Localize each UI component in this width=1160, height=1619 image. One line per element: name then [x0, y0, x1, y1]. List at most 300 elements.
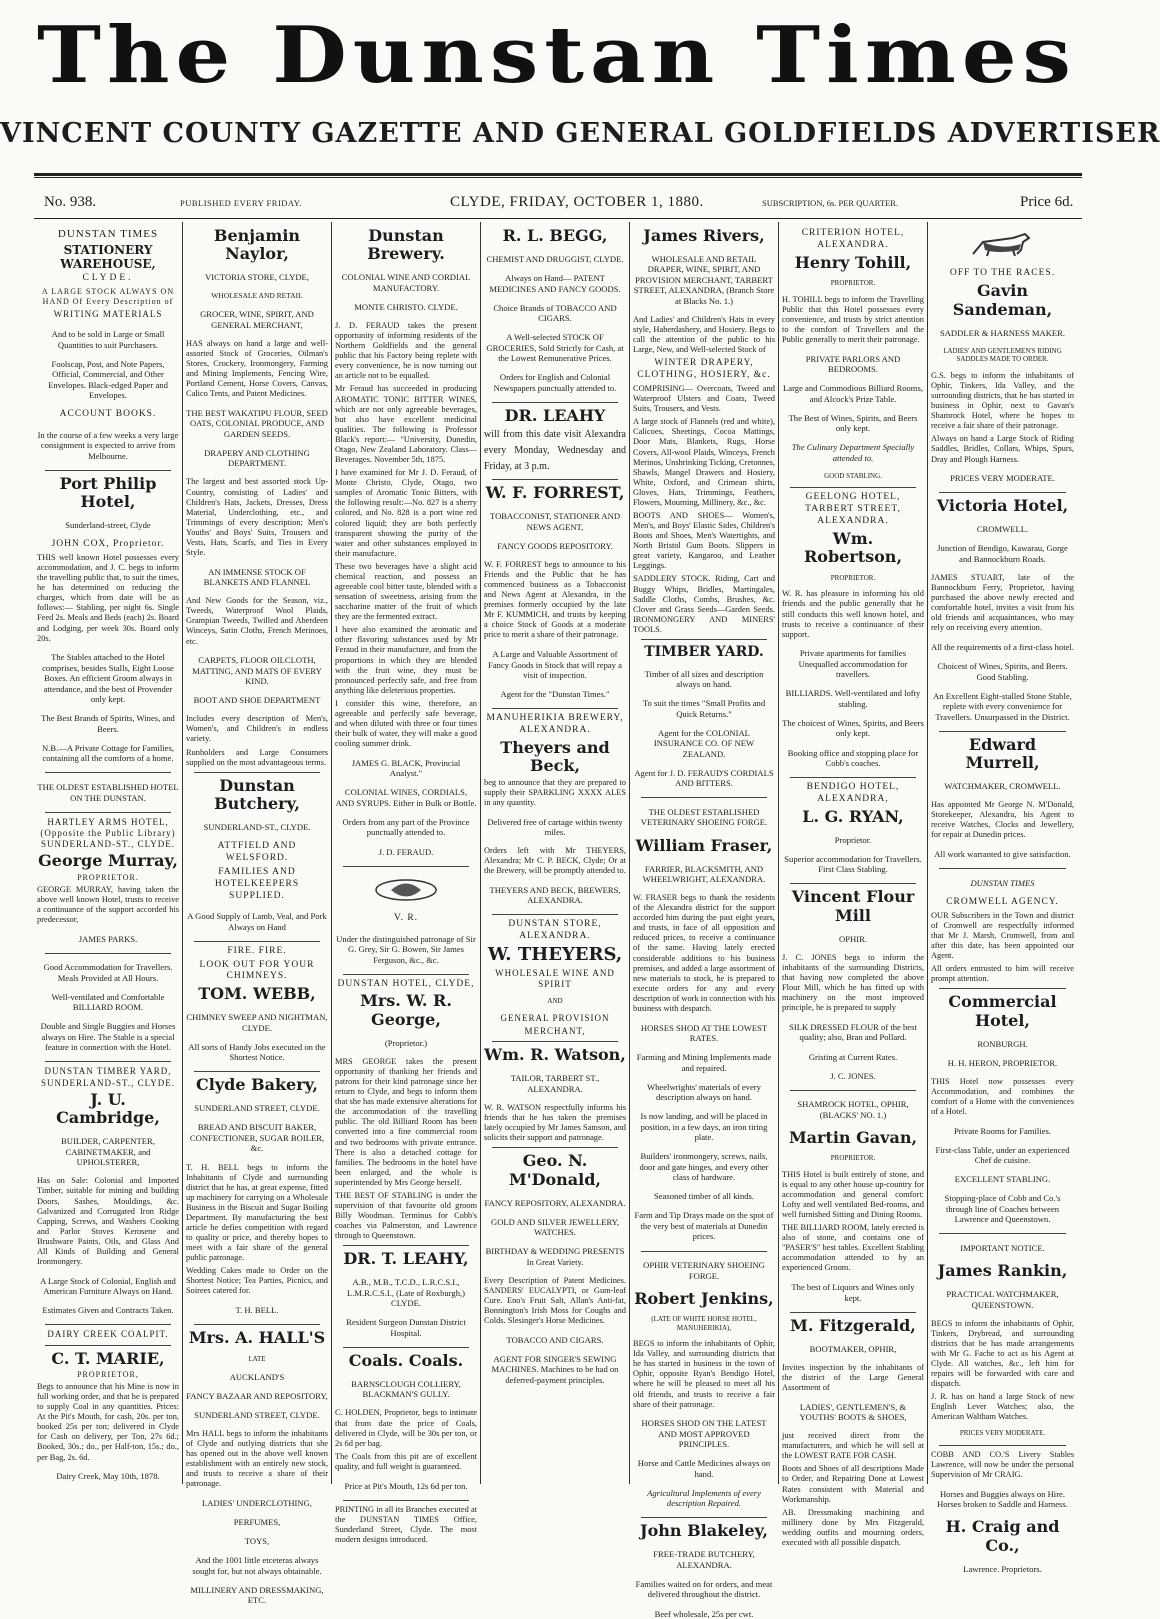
ad-text: I consider this wine, therefore, an agreeable and perfectly safe beverage, and when diluted with three or four times their bulk of water, they will make a good cooling summer drink. [335, 698, 477, 749]
ad-name: Henry Tohill, [794, 252, 912, 272]
ad-heading: SHAMROCK HOTEL, OPHIR, (BLACKS' NO. 1.) [797, 1099, 909, 1120]
ad-title: Port Philip Hotel, [59, 473, 157, 512]
divider [194, 772, 320, 773]
ad-text: J. C. JONES. [830, 1070, 876, 1081]
ad-text: The Best of Wines, Spirits, and Beers only kept. [788, 412, 918, 434]
ad-printing [335, 1505, 477, 1545]
ad-text: And New Goods for the Season, viz., Tweeds, Waterproof Wool Plaids, Grampian Tweeds, Twilled and Aberdeen Winceys, Satin Cloths, French Merinoes, etc. [186, 596, 328, 646]
ad-heading: OPHIR VETERINARY SHOEING FORGE. [643, 1260, 765, 1281]
ad-text: CHEMIST AND DRUGGIST, CLYDE. [486, 253, 624, 264]
ad-text: In the course of a few weeks a very large consignment is expected to arrive from Melbourne. [37, 429, 179, 461]
divider [790, 487, 916, 488]
ad-place: VICTORIA STORE, CLYDE, [205, 272, 309, 283]
ad-text: N.B.—A Private Cottage for Families, containing all the comforts of a home. [42, 742, 174, 764]
ad-text: FAMILIES AND HOTELKEEPERS SUPPLIED. [214, 866, 300, 901]
ad-text: DRAPERY AND CLOTHING DEPARTMENT. [204, 447, 310, 469]
divider [343, 1245, 469, 1246]
divider [45, 1345, 171, 1346]
ad-text: BREAD AND BISCUIT BAKER, CONFECTIONER, SUGAR BOILER, &c. [189, 1122, 325, 1154]
ad-name: J. U. Cambridge, [56, 1089, 160, 1128]
ad-text: Mrs HALL begs to inform the inhabitants of Clyde and outlying districts that she has opened out in the above well known establishment with an entirely new stock, and trusts to receive a share of their patronage. [186, 1428, 328, 1489]
ad-text: CARPETS, FLOOR OILCLOTH, MATTING, AND MATS OF EVERY KIND. [192, 655, 322, 687]
divider [343, 1500, 469, 1501]
ad-name: Coals. Coals. [348, 1350, 464, 1370]
ad-text: PRACTICAL WATCHMAKER, QUEENSTOWN. [946, 1289, 1059, 1310]
ad-text: The Culinary Department Specially attended to. [791, 442, 915, 463]
ad-text: WHOLESALE AND RETAIL [211, 291, 303, 301]
ad-text: Beef wholesale, 25s per cwt. [654, 1608, 754, 1619]
ad-heading: DUNSTAN STORE, ALEXANDRA. [508, 919, 602, 942]
ad-text: T. H. BELL. [235, 1305, 279, 1316]
ad-proprietor: Proprietor. [834, 834, 872, 845]
ad-text: GOOD STABLING. [824, 471, 882, 480]
ad-text: LADIES' AND GENTLEMEN'S RIDING SADDLES MADE TO ORDER. [943, 346, 1062, 364]
ad-text: All orders entrusted to him will receive prompt attention. [931, 964, 1074, 984]
ad-text: Seasoned timber of all kinds. [653, 1191, 754, 1202]
ad-text: PRICES VERY MODERATE. [959, 1429, 1046, 1438]
ad-name: Robert Jenkins, [634, 1288, 774, 1308]
ad-text: PRICES VERY MODERATE. [950, 473, 1055, 484]
ad-text: SADDLER & HARNESS MAKER. [939, 327, 1066, 338]
ad-proprietor: JOHN COX, Proprietor. [51, 539, 165, 550]
column-4 [481, 222, 630, 1484]
divider [45, 953, 171, 954]
column-5 [630, 222, 779, 1619]
ad-text: Large and Commodious Billiard Rooms, and Alcock's Prize Table. [783, 383, 923, 404]
ad-place: SUNDERLAND STREET, CLYDE. [194, 1409, 320, 1420]
ad-place: SUNDERLAND STREET, CLYDE. [194, 1103, 320, 1114]
ad-text: I have examined for Mr J. D. Feraud, of Monte Christo, Clyde, Otago, two samples of Aromatic Tonic Bitters, with the following result:—No. 827 is a sherry colored, and No. 828 is a port wine red colored liquid; they are both perfectly transparent showing the purity of the water and other substances employed in their manufacture. [335, 468, 477, 558]
ad-name: Edward Murrell, [965, 734, 1040, 773]
ad-text: TOYS, [244, 1536, 270, 1547]
ad-text: THIS well known Hotel possesses every accommodation, and J. C. begs to inform the travelling public that, to suit the times, he has determined on reducing the charges, which from date will be as follows:— Stabling, per night 6s. Single Feed 2s. Meals and Beds (each) 2s. Board and Lodging, per week 30s. Board only 20s. [37, 553, 179, 643]
ad-text: MRS GEORGE takes the present opportunity of thanking her friends and patrons for their kind patronage since her return to Clyde, and begs to inform them that she has made extensive alterations for the accommodation of the travelling public. The old Billiard Room has been converted into a fine commercial room and two bedrooms with private entrance. There is also a detached cottage for families. The bedrooms in the hotel have been enlarged, and the whole is superintended by Mrs George herself. [335, 1056, 477, 1187]
ad-text: A LARGE STOCK ALWAYS ON HAND Of Every Description of [41, 287, 175, 307]
ad-name: James Rankin, [937, 1261, 1068, 1281]
ad-name: W. THEYERS, [487, 944, 623, 966]
divider [343, 866, 469, 867]
ad-place: RONBURGH. [977, 1038, 1028, 1049]
ad-text: WHOLESALE WINE AND SPIRIT [495, 967, 615, 990]
ad-text: EXCELLENT STABLING. [954, 1174, 1051, 1185]
ad-place: Sunderland-street, Clyde [65, 520, 151, 531]
ad-text: COBB AND CO.'S Livery Stables Lawrence, will now be under the personal Supervision of Mr CRAIG. [931, 1449, 1074, 1480]
ad-text: Agent for the COLONIAL INSURANCE CO. OF NEW ZEALAND. [653, 727, 755, 759]
ad-text: PERFUMES, [233, 1517, 281, 1528]
ad-text: J. C. JONES begs to inform the inhabitants of the surrounding Districts, that having now completed the above Flour Mill, which he has fitted up with machinery on the most improved principle, he is prepared to supply [782, 952, 924, 1013]
column-2 [183, 222, 332, 1606]
ad-title: CROMWELL AGENCY. [946, 896, 1059, 907]
ad-heading: FIRE. FIRE. [227, 945, 287, 956]
ad-heading: BENDIGO HOTEL, ALEXANDRA, [806, 782, 900, 804]
column-1 [34, 222, 183, 1484]
divider [492, 708, 618, 709]
ad-text: Double and Single Buggies and Horses always on Hire. The Stable is a special feature in connection with the Hotel. [40, 1021, 176, 1053]
ad-text: The largest and best assorted stock Up-Country, consisting of Ladies' and Children's Hats, Jackets, Dresses, Dress Material, Underclothing, etc., and Trimmings of every description; Men's Youths' and Boys' Suits, Trousers and Vests, Hats, Scarfs, and Ties in Every Style. [186, 477, 328, 557]
ad-text: A Well-selected STOCK OF GROCERIES, Sold Strictly for Cash, at the Lowest Remunerative Prices. [486, 332, 624, 364]
ad-text: AND [547, 997, 563, 1006]
ad-date: Dairy Creek, May 10th, 1878. [56, 1471, 160, 1482]
ad-text: Booking office and stopping place for Cobb's coaches. [787, 747, 919, 769]
divider [641, 797, 767, 798]
ad-text: The Coals from this pit are of excellent quality, and full weight is guaranteed. [335, 1451, 477, 1471]
ad-name: M. Fitzgerald, [790, 1315, 916, 1335]
ad-text: TOBACCO AND CIGARS. [506, 1334, 604, 1345]
ad-text: PRINTING in all its Branches executed at the DUNSTAN TIMES Office, Sunderland Street, Clyde. The most modern designs introduced. [335, 1504, 477, 1544]
ad-text: Runholders and Large Consumers supplied on the most advantageous terms. [186, 747, 328, 767]
column-7 [928, 222, 1077, 1574]
ad-text: Lawrence. Proprietors. [963, 1563, 1042, 1574]
ad-text: Every Description of Patent Medicines. SANDERS' EUCALYPTI, or Gum-leaf Cure. Eno's Fruit Salt, Allan's Anti-fat, Bonnington's Irish Moss for Coughs and Colds. Slesinger's Horse Medicines. [484, 1275, 626, 1326]
divider [34, 173, 1082, 176]
ad-place: CROMWELL. [976, 524, 1029, 535]
ad-text: Stopping-place of Cobb and Co.'s through line of Coaches between Lawrence and Queenstown. [944, 1193, 1061, 1225]
masthead-subtitle: VINCENT COUNTY GAZETTE AND GENERAL GOLDFIELDS ADVERTISER [0, 118, 1160, 149]
divider [492, 914, 618, 915]
ad-text: Includes every description of Men's, Women's, and Children's in endless variety. [186, 714, 328, 744]
ad-rl-begg [484, 227, 626, 393]
divider [45, 1061, 171, 1062]
ad-victoria-hotel [931, 497, 1074, 722]
ad-dunstan-brewery [335, 227, 477, 857]
column-6 [779, 222, 928, 1547]
ad-wm-r-watson [484, 1046, 626, 1143]
ad-text: SILK DRESSED FLOUR of the best quality; also, Bran and Pollard. [789, 1021, 917, 1043]
ad-text: (LATE OF WHITE HORSE HOTEL, MANUHERIKIA), [651, 1315, 757, 1332]
ad-heading: OFF TO THE RACES. [949, 268, 1056, 279]
divider [939, 492, 1066, 493]
ad-text: FANCY BAZAAR AND REPOSITORY, [186, 1390, 328, 1401]
ad-heading: DUNSTAN TIMBER YARD, SUNDERLAND-ST., CLYDE. [41, 1066, 175, 1088]
ad-text: will from this date visit Alexandra every Monday, Wednesday and Friday, at 3 p.m. [484, 429, 626, 473]
ad-text: Price at Pit's Mouth, 12s 6d per ton. [344, 1480, 468, 1491]
ad-name: John Blakeley, [640, 1521, 768, 1541]
ad-text: GENERAL PROVISION [500, 1012, 610, 1023]
ad-text: A Large Stock of Colonial, English and American Furniture Always on Hand. [40, 1275, 176, 1297]
ad-name: DR. T. LEAHY, [343, 1249, 469, 1269]
ad-name: H. Craig and Co., [945, 1517, 1060, 1555]
ad-name: Vincent Flour Mill [791, 887, 915, 925]
ad-dr-leahy-visits [484, 407, 626, 475]
ad-name: Dunstan Brewery. [367, 226, 445, 264]
ad-name: Wm. Robertson, [803, 529, 903, 567]
ad-title: STATIONERY WAREHOUSE, [60, 242, 156, 271]
ad-name: George Murray, [38, 851, 178, 871]
ad-text: THE BILLIARD ROOM, lately erected is also of stone, and contains one of "PASER'S" best tables. Excellent Stabling accommodation attended to by an experienced Groom. [782, 1223, 924, 1273]
divider [641, 1517, 767, 1518]
ad-text: FANCY REPOSITORY, ALEXANDRA. [484, 1197, 626, 1208]
ad-text: J. D. FERAUD. [378, 846, 434, 857]
ad-james-rankin [931, 1243, 1074, 1438]
ad-text: MERCHANT, [524, 1026, 586, 1037]
divider [45, 812, 171, 813]
ad-text: Resident Surgeon Dunstan District Hospital. [346, 1317, 466, 1338]
ad-text: Gristing at Current Rates. [808, 1051, 898, 1062]
ad-name: Commercial Hotel, [948, 992, 1057, 1030]
ad-text: beg to announce that they are prepared to supply their SPARKLING XXXX ALES in any quantity. [484, 777, 626, 807]
ad-geelong-hotel [782, 492, 924, 768]
ad-text: Builders' ironmongery, screws, nails, door and gate hinges, and every other class of hardware. [639, 1151, 769, 1183]
ad-text: THE BEST OF STABLING is under the supervision of that favourite old groom Billy Woodman. Terminus for Cobb's coaches via Palmerston, and Lawrence through to Queenstown. [335, 1190, 477, 1241]
ad-text: ACCOUNT BOOKS. [59, 409, 157, 420]
divider [641, 639, 767, 640]
ad-text: W. R. has pleasure in informing his old friends and the public generally that he still conducts this well known hotel, and trusts to receive a continuance of their support. [782, 589, 924, 639]
dateline [34, 190, 1082, 214]
publication-frequency: PUBLISHED EVERY FRIDAY. [180, 198, 302, 208]
ad-text: T. H. BELL begs to inform the Inhabitants of Clyde and surrounding district that he has, at great expense, fitted up machinery for carrying on a Wholesale Business in the Biscuit and Sugar Boiling Department. By manufacturing the best article he defies competition with regard to quality or price, and thereby hopes to meet with a fair share of the general public patronage. [186, 1162, 328, 1263]
ad-gavin-sandeman [931, 226, 1074, 484]
ad-text: BOOTS AND SHOES— Women's, Men's, and Boys' Elastic Sides, Children's Boots and Shoes, Men's Watertights, and North Bristol Gum Boots. Slippers in great variety, Kangaroo, and Leather Leggings. [633, 511, 775, 571]
ad-text: J. D. FERAUD takes the present opportunity of informing residents of the Northern Goldfields and the general public that his Factory being replete with every convenience, he is now turning out an article not to be equalled. [335, 321, 477, 381]
ad-text: Junction of Bendigo, Kawarau, Gorge and Bannockburn Roads. [937, 543, 1068, 564]
divider [939, 731, 1066, 732]
ad-bendigo-hotel [782, 782, 924, 875]
ad-text: JAMES STUART, late of the Bannockburn Ferry, Proprietor, having purchased the above newly erected and comfortable hotel, invites a visit from his old friends and acquaintances, who may rely on receiving every attention. [931, 572, 1074, 633]
ad-text: Superior accommodation for Travellers. First Class Stabling. [784, 853, 922, 875]
column-3 [332, 222, 481, 1544]
ad-name: William Fraser, [635, 835, 773, 855]
ad-text: These two beverages have a slight acid chemical reaction, and possess an agreeable cool bitter taste, blended with a sensation of sweetness, arising from the saccharine matter of the fruit of which they are the fermented extract. [335, 561, 477, 622]
ad-text: WATCHMAKER, CROMWELL. [944, 781, 1061, 791]
ad-royal-patronage [335, 871, 477, 965]
ad-text: And Ladies' and Children's Hats in every style, Haberdashery, and Hosiery. Begs to call the attention of the public to his Large, New, and Well-selected Stock of [633, 315, 775, 355]
ad-criterion-hotel [782, 228, 924, 480]
ad-text: SADDLERY STOCK. Riding, Cart and Buggy Whips, Bridles, Martingales, Saddle Cloths, Combs, Brushes, &c. Clover and Grass Seeds—Garden Seeds. IRONMONGERY AND MINERS' TOOLS. [633, 574, 775, 634]
ad-text: Boots and Shoes of all descriptions Made to Order, and Repairing Done at Lowest Rates consistent with Material and Workmanship. [782, 1464, 924, 1504]
ad-commercial-hotel [931, 993, 1074, 1225]
divider [790, 1090, 916, 1091]
ad-text: Wedding Cakes made to Order on the Shortest Notice; Tea Parties, Picnics, and Soirees catered for. [186, 1266, 328, 1296]
issue-date: CLYDE, FRIDAY, OCTOBER 1, 1880. [450, 194, 704, 210]
ad-text: AUCKLAND'S [229, 1371, 285, 1382]
ad-robert-jenkins [633, 1260, 775, 1509]
ad-clyde-bakery [186, 1076, 328, 1315]
divider [194, 1071, 320, 1072]
ad-text: A.B., M.B., T.C.D., L.R.C.S.I., L.M.R.C.S.I., (Late of Roxburgh,) CLYDE. [347, 1277, 465, 1309]
ad-text: Orders for English and Colonial Newspapers punctually attended to. [493, 372, 617, 393]
ad-heading: THE OLDEST ESTABLISHED VETERINARY SHOEING FORGE. [640, 806, 768, 828]
ad-text: W. F. FORREST begs to announce to his Friends and the Public that he has commenced business as a Tobacconist and News Agent at Alexandra, in the premises formerly occupied by the late Mr F. KUMMICH, and trusts by keeping a choice Stock of Goods at a moderate price to merit a share of their patronage. [484, 559, 626, 640]
ad-text: AN IMMENSE STOCK OF BLANKETS AND FLANNEL [203, 566, 311, 588]
ad-name: TOM. WEBB, [198, 984, 316, 1004]
divider [492, 479, 618, 480]
divider [492, 402, 618, 403]
ad-text: Is now landing, and will be placed in position, in a few days, an iron tiring plate. [640, 1111, 768, 1143]
ad-heading: DAIRY CREEK COALPIT. [47, 1329, 169, 1340]
ad-text: just received direct from the manufacturers, and which he will sell at the LOWEST RATE FOR CASH. [782, 1431, 924, 1461]
ad-text: BIRTHDAY & WEDDING PRESENTS In Great Variety. [485, 1246, 625, 1267]
divider [34, 218, 1082, 219]
ad-hartley-arms [37, 782, 179, 1053]
ad-name: James Rivers, [643, 226, 765, 245]
ad-heading: GEELONG HOTEL, TARBERT STREET, ALEXANDRA. [805, 492, 901, 527]
ad-text: Has appointed Mr George N. M'Donald, Storekeeper, Alexandra, his Agent to receive Watches, Clocks and Jewellery, for repair at Dunedin prices. [931, 800, 1074, 840]
ad-text: And the 1001 little etceteras always sought for, but not always obtainable. [192, 1555, 322, 1576]
ad-text: Has on Sale: Colonial and Imported Timber, suitable for mining and building Doors, Sashes, Mouldings, &c. Galvanized and Corrugated Iron Ridge Capping, Screws, and Washers Cooking and Parlor Stoves Kerosene and Brushware Paints, Oils, and Glass And All Kinds of Building and General Ironmongery. [37, 1176, 179, 1267]
masthead-title: The Dunstan Times [37, 10, 1077, 101]
ad-text: All the requirements of a first-class hotel. [931, 641, 1074, 652]
ad-text: LADIES', GENTLEMEN'S, & YOUTHS' BOOTS & SHOES, [799, 1401, 907, 1423]
ad-text: HAS always on hand a large and well-assorted Stock of Groceries, Oilman's Stores, Crockery, Ironmongery, Farming and Mining Implements, Fencing Wire, Portland Cement, Horse Covers, Canvas, Calico Tents, and Patent Medicines. [186, 338, 328, 399]
ad-text: FARRIER, BLACKSMITH, AND WHEELWRIGHT, ALEXANDRA. [642, 863, 766, 884]
ad-text: W. R. WATSON respectfully informs his friends that he has taken the premises lately occupied by Mr James Samson, and solicits their support and patronage. [484, 1102, 626, 1143]
ad-text: THEYERS AND BECK, BREWERS, ALEXANDRA. [489, 884, 621, 906]
divider [939, 988, 1066, 989]
ad-text: Families waited on for orders, and meat delivered throughout the district. [635, 1578, 773, 1600]
ad-dunstan-butchery [186, 777, 328, 932]
ad-name: Dunstan Butchery, [214, 775, 300, 814]
ad-name: W. F. FORREST, [485, 483, 625, 503]
ad-heading: DUNSTAN TIMES [57, 228, 159, 240]
ad-proprietor: PROPRIETOR. [77, 872, 139, 882]
ad-benjamin-naylor [186, 227, 328, 768]
ad-text: Choice Brands of TOBACCO AND CIGARS. [493, 302, 617, 324]
issue-price: Price 6d. [1020, 194, 1074, 210]
ad-john-blakeley [633, 1522, 775, 1619]
divider [194, 1324, 320, 1325]
ad-text: G.S. begs to inform the inhabitants of Ophir, Tinkers, Ida Valley, and the surrounding districts, that he has started in business in Ophir, next to Gavan's Shamrock Hotel, where he hopes to receive a fair share of their patronage. [931, 370, 1074, 431]
ad-text: TOBACCONIST, STATIONER AND NEWS AGENT, [489, 511, 621, 532]
divider [343, 974, 469, 975]
ad-wf-forrest [484, 484, 626, 699]
ad-mrs-hall [186, 1329, 328, 1606]
royal-crest-icon [346, 875, 466, 905]
ad-text: BILLIARDS. Well-ventilated and lofty stabling. [785, 688, 921, 709]
ad-text: GEORGE MURRAY, having taken the above well known Hotel, trusts to receive a continuance of the support accorded his predecessor, [37, 884, 179, 924]
divider [939, 1445, 1066, 1446]
ad-text: CHIMNEY SWEEP AND NIGHTMAN, CLYDE. [186, 1012, 328, 1033]
ad-port-philip-hotel [37, 475, 179, 764]
ad-name: Victoria Hotel, [936, 496, 1069, 516]
divider [939, 868, 1066, 869]
ad-theyers-and-beck [484, 713, 626, 906]
masthead [0, 8, 1114, 104]
ad-proprietor: (Proprietor.) [384, 1037, 428, 1048]
ad-place: MONTE CHRISTO. CLYDE. [354, 301, 458, 312]
ad-text: All work warranted to give satisfaction. [934, 848, 1071, 859]
ad-text: To suit the times "Small Profits and Quick Returns." [642, 698, 766, 719]
ad-heading: CRITERION HOTEL, ALEXANDRA. [801, 228, 905, 250]
ad-text: WHOLESALE AND RETAIL DRAPER, WINE, SPIRIT, AND PROVISION MERCHANT, TARBERT STREET, ALEXANDRA, (Branch Store at Blacks No. 1.) [633, 253, 775, 306]
ad-place: SUNDERLAND-ST., CLYDE. [203, 822, 311, 833]
ad-text: Private Rooms for Families. [954, 1125, 1051, 1136]
ad-text: BUILDER, CARPENTER, CABINETMAKER, and UPHOLSTERER, [61, 1136, 155, 1168]
ad-shamrock-hotel [782, 1099, 924, 1303]
ad-text: Foolscap, Post, and Note Papers, Official, Commercial, and Other Envelopes. Black-edged Paper and Envelopes. [48, 358, 168, 401]
ad-text: Wheelwrights' materials of every description always on hand. [647, 1081, 761, 1103]
ad-vincent-flour-mill [782, 888, 924, 1081]
ad-text: Orders left with Mr THEYERS, Alexandra; Mr C. P. BECK, Clyde; Or at the Brewery, will be promptly attended to. [484, 846, 626, 876]
ad-heading: IMPORTANT NOTICE. [960, 1242, 1045, 1253]
ad-text: Delivered free of cartage within twenty miles. [487, 816, 623, 837]
ad-text: A large stock of Flannels (red and white), Calicoes, Sheetings, Cocoa Mattings, Door Mats, Blankets, Rugs, Horse Covers, All-wool Plaids, Winceys, French Merinos, Unshrinking Ticking, Cretonnes, Shawls, Mangel Drawers and Hosiery, White, Oxford, and Crimean shirts, Gloves, Hats, Trimmings, Feathers, Flowers, Mourning, Millinery, &c., &c. [633, 417, 775, 507]
ad-text: W. FRASER begs to thank the residents of the Alexandra district for the support accorded him during the past eight years, and trusts, in face of all opposition and reduced prices, to receive a continuance of the same. Having lately erected considerable additions to his business premises, and added a large assortment of new materials to stock, he is prepared to execute orders for any and every description of work in connection with his business with despatch. [633, 893, 775, 1013]
ad-text: Choicest of Wines, Spirits, and Beers. Good Stabling. [937, 661, 1068, 682]
ad-name: Wm. R. Watson, [484, 1045, 626, 1065]
ad-text: Agent for J. D. FERAUD'S CORDIALS AND BITTERS. [634, 767, 774, 789]
ad-text: THE BEST WAKATIPU FLOUR, SEED OATS, COLONIAL PRODUCE, AND GARDEN SEEDS. [186, 407, 328, 439]
ad-text: A Good Supply of Lamb, Veal, and Pork Always on Hand [187, 911, 327, 932]
ad-text: The Stables attached to the Hotel comprises, besides Stalls, Eight Loose Boxes. An efficient Groom always in attendance, and the best of Provender only kept. [42, 652, 174, 705]
divider [790, 1312, 916, 1313]
ad-text: C. HOLDEN, Proprietor, begs to intimate that from date the price of Coals, delivered in Clyde, will be 30s per ton, or 2s 6d per bag. [335, 1408, 477, 1448]
ad-text: COLONIAL WINES, CORDIALS, AND SYRUPS. Either in Bulk or Bottle. [335, 787, 477, 808]
subscription-price: SUBSCRIPTION, 6s. PER QUARTER. [762, 198, 898, 208]
ad-text: Estimates Given and Contracts Taken. [42, 1305, 174, 1316]
ad-heading: DUNSTAN HOTEL, CLYDE, [337, 978, 475, 989]
ad-text: The choicest of Wines, Spirits, and Beers only kept. [782, 717, 924, 739]
ad-text: FANCY GOODS REPOSITORY. [497, 540, 613, 551]
divider [343, 1347, 469, 1348]
ad-heading: DUNSTAN TIMES [970, 877, 1035, 888]
ad-text: All sorts of Handy Jobs executed on the Shortest Notice. [188, 1041, 326, 1063]
divider [641, 1251, 767, 1252]
divider [492, 1041, 618, 1042]
ad-text: MILLINERY AND DRESSMAKING, ETC. [190, 1584, 324, 1606]
ad-text: OUR Subscribers in the Town and district of Cromwell are respectfully informed that Mr J. Marsh, Cromwell, from and after this date, has been appointed our Agent. [931, 910, 1074, 960]
ad-text: And to be sold in Large or Small Quantities to suit Purchasers. [51, 329, 165, 350]
divider [45, 470, 171, 471]
divider [45, 1324, 171, 1325]
divider [194, 941, 320, 942]
ad-name: Theyers and Beck, [500, 737, 610, 776]
ad-dunstan-hotel [335, 979, 477, 1242]
ad-text: Orders from any part of the Province punctually attended to. [342, 816, 470, 838]
ad-proprietor: PROPRIETOR. [830, 279, 876, 288]
ad-text: Private apartments for families Unequalled accommodation for travellers. [798, 648, 908, 680]
ad-name: Geo. N. M'Donald, [509, 1151, 601, 1189]
ad-coals [335, 1352, 477, 1491]
ad-heading: THE OLDEST ESTABLISHED HOTEL ON THE DUNSTAN. [37, 782, 179, 803]
ad-proprietor: PROPRIETOR. [830, 1154, 876, 1163]
issue-number: No. 938. [44, 194, 97, 210]
ad-dr-leahy [335, 1250, 477, 1338]
ad-dairy-creek-coalpit [37, 1329, 179, 1481]
ad-text: Horse and Cattle Medicines always on hand. [637, 1458, 771, 1479]
ad-text: Well-ventilated and Comfortable BILLIARD ROOM. [51, 991, 165, 1013]
ad-text: GROCER, WINE, SPIRIT, AND GENERAL MERCHANT, [200, 309, 314, 330]
ad-text: Horses and Buggies always on Hire. Horses broken to Saddle and Harness. [937, 1488, 1068, 1510]
ad-name: L. G. RYAN, [802, 806, 904, 826]
ad-name: Martin Gavan, [788, 1127, 918, 1147]
ad-text: Agent for the "Dunstan Times." [500, 689, 610, 700]
ad-name: Mrs. W. R. George, [360, 991, 452, 1029]
ad-text: A Large and Valuable Assortment of Fancy Goods in Stock that will repay a visit of inspection. [488, 649, 622, 680]
ad-text: WINTER DRAPERY, CLOTHING, HOSIERY, &c. [637, 358, 771, 381]
ad-heading: MANUHERIKIA BREWERY, ALEXANDRA. [486, 713, 624, 736]
ad-text: THIS Hotel now possesses every Accommodation, and combines the comfort of a Home with the conveniences of a Hotel. [931, 1076, 1074, 1116]
divider [790, 883, 916, 884]
ad-proprietor: H. H. HERON, PROPRIETOR. [947, 1057, 1058, 1068]
ad-text: Timber of all sizes and description always on hand. [644, 668, 764, 690]
ad-text: BOOT AND SHOE DEPARTMENT [193, 695, 321, 706]
ad-m-fitzgerald [782, 1317, 924, 1548]
ad-james-rivers [633, 227, 775, 635]
divider [34, 177, 1082, 178]
ad-text: THIS Hotel is built entirely of stone, and is equal to any other house up-country for accommodation and general comfort: Lofty and well ventilated Bed-rooms, and well furnished Sitting and Dining Rooms. [782, 1169, 924, 1220]
ad-place: OPHIR. [839, 933, 867, 944]
ad-text: Always on hand a Large Stock of Riding Saddles, Bridles, Collars, Whips, Spurs, Dray and Plough Harness. [931, 434, 1074, 464]
ad-text: Under the distinguished patronage of Sir G. Grey, Sir G. Bowen, Sir James Ferguson, &c., &c. [336, 933, 476, 965]
ad-text: WRITING MATERIALS [53, 309, 163, 320]
ad-text: Farming and Mining Implements made and repaired. [636, 1052, 772, 1073]
ad-text: Mr Feraud has succeeded in producing AROMATIC TONIC BITTER WINES, which are not only agreeable beverages, but also have excellent medicinal qualities. The following is Professor Black's report:— "University, Dunedin, Otago, New Zealand Laboratory. Class—Beverages. November 5th, 1875. [335, 384, 477, 465]
ad-name: C. T. MARIE, [51, 1348, 165, 1368]
ad-text: AGENT FOR SINGER'S SEWING MACHINES. Machines to be had on deferred-payment principles. [491, 1353, 619, 1385]
ad-text: First-class Table, under an experienced Chef de cuisine. [935, 1144, 1070, 1166]
ad-text: COMPRISING— Overcoats, Tweed and Waterproof Ulsters and Coats, Tweed Suits, Trousers, and Vests. [633, 384, 775, 414]
ad-text: LOOK OUT FOR YOUR CHIMNEYS. [199, 959, 315, 982]
